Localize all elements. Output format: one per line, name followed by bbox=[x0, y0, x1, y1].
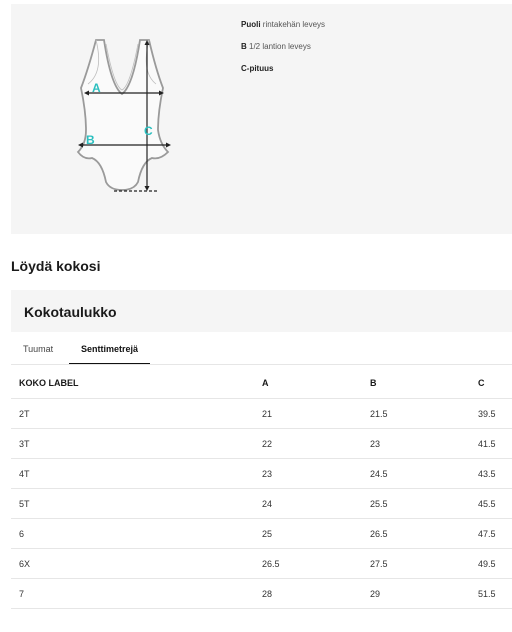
table-row bbox=[11, 519, 512, 549]
column-header-c: C bbox=[470, 368, 512, 399]
legend-item: C-pituus bbox=[241, 64, 274, 73]
size-chart-header bbox=[11, 290, 512, 332]
column-header-a: A bbox=[254, 368, 362, 399]
cell-a: 23 bbox=[254, 459, 362, 489]
table-row bbox=[11, 549, 512, 579]
cell-a: 21 bbox=[254, 399, 362, 429]
cell-c: 47.5 bbox=[470, 519, 512, 549]
cell-c: 43.5 bbox=[470, 459, 512, 489]
cell-size: 4T bbox=[11, 459, 254, 489]
table-header-row bbox=[11, 368, 512, 399]
cell-size: 5T bbox=[11, 489, 254, 519]
label-c: C bbox=[144, 124, 153, 138]
arrow-b-left bbox=[78, 143, 83, 148]
size-table bbox=[11, 368, 512, 609]
tab-inches[interactable]: Tuumat bbox=[23, 344, 54, 354]
table-row bbox=[11, 429, 512, 459]
table-row bbox=[11, 579, 512, 609]
legend-item: B 1/2 lantion leveys bbox=[241, 42, 311, 51]
arrow-c-bottom bbox=[145, 186, 150, 191]
column-header-b: B bbox=[362, 368, 470, 399]
cell-c: 39.5 bbox=[470, 399, 512, 429]
cell-a: 25 bbox=[254, 519, 362, 549]
find-size-heading: Löydä kokosi bbox=[11, 258, 101, 274]
cell-b: 29 bbox=[362, 579, 470, 609]
size-chart-title: Kokotaulukko bbox=[24, 304, 117, 320]
cell-b: 26.5 bbox=[362, 519, 470, 549]
swimsuit-diagram bbox=[66, 32, 176, 197]
tab-centimeters[interactable]: Senttimetrejä bbox=[69, 344, 150, 364]
label-b: B bbox=[86, 133, 95, 147]
cell-a: 22 bbox=[254, 429, 362, 459]
cell-a: 28 bbox=[254, 579, 362, 609]
size-diagram-panel bbox=[11, 4, 512, 234]
cell-c: 41.5 bbox=[470, 429, 512, 459]
cell-b: 27.5 bbox=[362, 549, 470, 579]
cell-size: 7 bbox=[11, 579, 254, 609]
cell-size: 3T bbox=[11, 429, 254, 459]
cell-b: 23 bbox=[362, 429, 470, 459]
table-row bbox=[11, 459, 512, 489]
cell-c: 45.5 bbox=[470, 489, 512, 519]
cell-size: 2T bbox=[11, 399, 254, 429]
swimsuit-outline bbox=[78, 40, 168, 190]
cell-b: 24.5 bbox=[362, 459, 470, 489]
column-header-size: KOKO LABEL bbox=[11, 368, 254, 399]
table-row bbox=[11, 399, 512, 429]
cell-b: 25.5 bbox=[362, 489, 470, 519]
cell-size: 6X bbox=[11, 549, 254, 579]
cell-a: 26.5 bbox=[254, 549, 362, 579]
cell-b: 21.5 bbox=[362, 399, 470, 429]
cell-size: 6 bbox=[11, 519, 254, 549]
label-a: A bbox=[92, 81, 101, 95]
cell-c: 51.5 bbox=[470, 579, 512, 609]
legend-item: Puoli rintakehän leveys bbox=[241, 20, 326, 29]
arrow-b-right bbox=[166, 143, 171, 148]
cell-a: 24 bbox=[254, 489, 362, 519]
unit-tabs bbox=[11, 336, 512, 365]
measurement-legend bbox=[241, 20, 325, 86]
table-row bbox=[11, 489, 512, 519]
cell-c: 49.5 bbox=[470, 549, 512, 579]
